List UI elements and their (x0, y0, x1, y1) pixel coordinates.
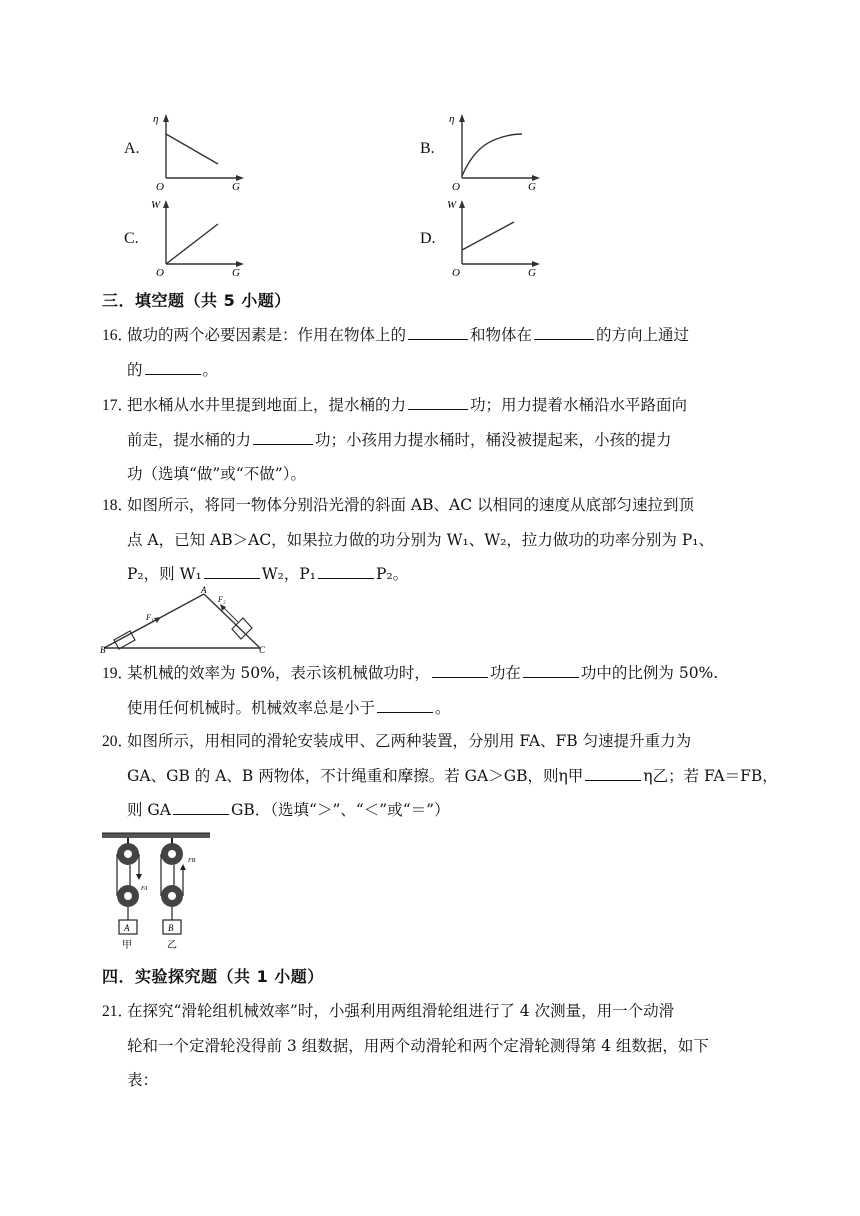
option-d-x-axis: G (528, 267, 536, 276)
q21-text-3: 表： (127, 1071, 159, 1089)
q19-blank-1 (432, 659, 488, 678)
q19-number: 19． (102, 665, 134, 682)
q16-blank-1 (408, 321, 468, 340)
q18-incline-figure (100, 586, 266, 654)
q18-text-3c: P₂。 (376, 565, 409, 583)
option-d-y-axis: W (447, 199, 457, 211)
option-d-origin: O (452, 267, 460, 276)
q20-fig-block-a: A (124, 923, 130, 933)
q21-text-1: 在探究“滑轮组机械效率”时，小强利用两组滑轮组进行了 4 次测量，用一个动滑 (127, 1002, 675, 1020)
q16-blank-2 (534, 321, 594, 340)
q17-blank-1 (408, 391, 468, 410)
q20-blank-2 (173, 796, 229, 815)
option-c-graph (148, 196, 248, 276)
question-16 (102, 318, 767, 387)
q20-text-1: 如图所示，用相同的滑轮安装成甲、乙两种装置，分别用 FA、FB 匀速提升重力为 (127, 732, 692, 750)
q19-text-1b: 功在 (489, 664, 521, 682)
question-18 (102, 488, 767, 591)
option-b-y-axis: η (449, 113, 455, 125)
question-19 (102, 656, 767, 725)
option-c-origin: O (156, 267, 164, 276)
q18-blank-2 (318, 560, 374, 579)
option-a-label: A. (124, 140, 140, 157)
q16-text-1b: 和物体在 (470, 326, 533, 344)
q17-text-2b: 功；小孩用力提水桶时，桶没被提起来，小孩的提力 (315, 431, 672, 449)
q20-fig-label-fb: FB (188, 858, 196, 864)
q20-fig-label-jia: 甲 (122, 940, 132, 951)
option-c-y-axis: W (151, 199, 161, 211)
option-b-x-axis: G (528, 181, 536, 190)
q20-text-2b: η乙；若 FA＝FB， (643, 767, 778, 785)
q16-text-2a: 的 (127, 361, 143, 379)
q16-text-2b: 。 (202, 361, 219, 379)
q20-text-3b: GB．（选填“＞”、“＜”或“＝”） (231, 801, 450, 819)
q19-text-1c: 功中的比例为 50%. (580, 664, 719, 682)
option-d-graph (444, 196, 544, 276)
q19-blank-3 (377, 694, 433, 713)
option-b-origin: O (452, 181, 460, 190)
option-c-label: C. (124, 230, 139, 247)
q20-pulley-figure (100, 830, 220, 956)
q18-text-1: 如图所示，将同一物体分别沿光滑的斜面 AB、AC 以相同的速度从底部匀速拉到顶 (127, 496, 694, 514)
section-4-title: 四．实验探究题（共 1 小题） (102, 967, 324, 986)
q18-fig-label-f2: F₂ (218, 595, 226, 604)
q19-blank-2 (523, 659, 579, 678)
q21-number: 21． (102, 1003, 134, 1020)
question-20 (102, 724, 778, 827)
q17-text-2a: 前走，提水桶的力 (127, 431, 252, 449)
option-a-x-axis: G (232, 181, 240, 190)
q17-text-3: 功（选填“做”或“不做”）。 (127, 465, 306, 483)
option-c-x-axis: G (232, 267, 240, 276)
q18-text-3a: P₂，则 W₁ (127, 565, 202, 583)
option-a-y-axis: η (153, 113, 159, 125)
option-d-label: D. (420, 230, 436, 247)
q20-number: 20． (102, 733, 134, 750)
option-b-label: B. (420, 140, 435, 157)
q20-fig-label-fa: FA (141, 886, 148, 892)
question-17 (102, 388, 767, 491)
q18-fig-label-c: C (259, 645, 266, 654)
q16-text-1c: 的方向上通过 (596, 326, 690, 344)
q17-number: 17． (102, 397, 134, 414)
q17-blank-2 (253, 426, 313, 445)
q20-text-2a: GA、GB 的 A、B 两物体，不计绳重和摩擦。若 GA＞GB，则η甲 (127, 767, 584, 785)
q19-text-1a: 某机械的效率为 50%，表示该机械做功时， (127, 664, 430, 682)
option-b-graph (444, 110, 544, 190)
q20-blank-1 (585, 762, 641, 781)
q18-number: 18． (102, 497, 134, 514)
q21-text-2: 轮和一个定滑轮没得前 3 组数据，用两个动滑轮和两个定滑轮测得第 4 组数据，如下 (127, 1037, 709, 1055)
q20-fig-label-yi: 乙 (167, 940, 177, 951)
q16-number: 16． (102, 327, 134, 344)
q16-blank-3 (145, 356, 201, 375)
q18-blank-1 (204, 560, 260, 579)
q19-text-2a: 使用任何机械时。机械效率总是小于 (127, 699, 376, 717)
q19-text-2b: 。 (435, 699, 451, 717)
section-3-title: 三．填空题（共 5 小题） (102, 291, 291, 310)
q18-text-2: 点 A，已知 AB＞AC，如果拉力做的功分别为 W₁、W₂，拉力做功的功率分别为 P₁、 (127, 531, 714, 549)
option-a-graph (148, 110, 248, 190)
question-21 (102, 994, 767, 1097)
q18-fig-label-b: B (100, 645, 106, 654)
q17-text-1a: 把水桶从水井里提到地面上，提水桶的力 (127, 396, 407, 414)
q20-fig-block-b: B (168, 923, 174, 933)
q18-fig-label-a: A (201, 586, 207, 595)
q16-text-1a: 做功的两个必要因素是：作用在物体上的 (127, 326, 407, 344)
q17-text-1b: 功；用力提着水桶沿水平路面向 (470, 396, 688, 414)
q20-text-3a: 则 GA (127, 801, 172, 819)
q18-fig-label-f1: F₁ (146, 613, 154, 622)
option-a-origin: O (156, 181, 164, 190)
q18-text-3b: W₂，P₁ (261, 565, 317, 583)
